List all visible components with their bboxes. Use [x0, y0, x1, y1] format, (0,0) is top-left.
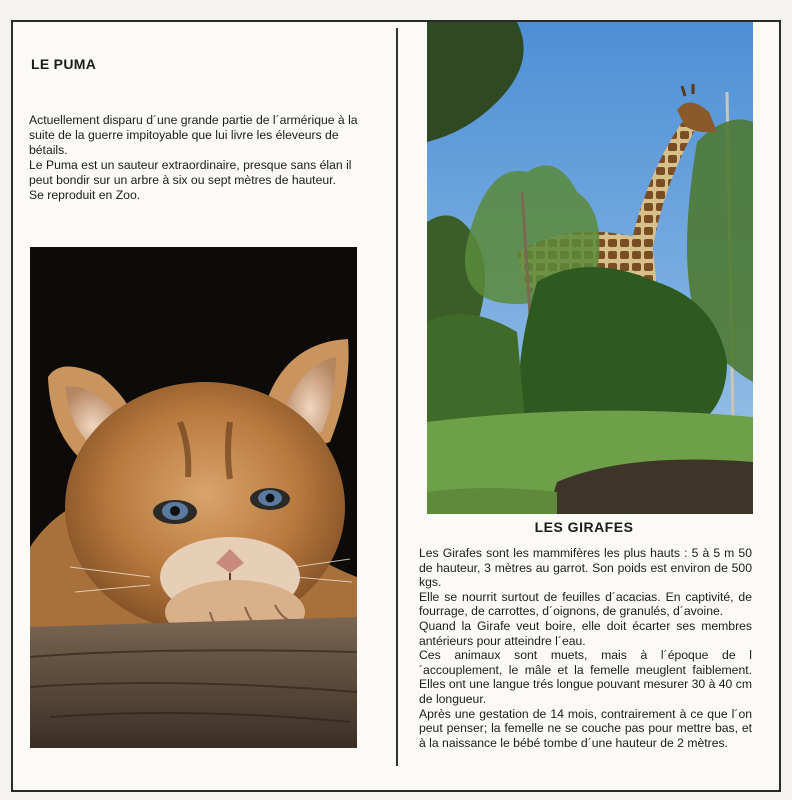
girafes-paragraph: Après une gestation de 14 mois, contrairement à ce que l´on peut penser; la femelle ne se couche pas pour mettre bas, et à la naissance le bébé tombe d´une hauteur de 2 mètres. [419, 706, 752, 750]
puma-paragraph: Le Puma est un sauteur extraordinaire, presque sans élan il peut bondir sur un arbre à six ou sept mètres de hauteur. [29, 158, 352, 187]
puma-title: LE PUMA [31, 56, 97, 72]
girafes-paragraph: Elle se nourrit surtout de feuilles d´acacias. En captivité, de fourrage, de carrottes, d´oignons, de granulés, d´avoine. [419, 589, 752, 619]
girafes-paragraph: Ces animaux sont muets, mais à l´époque de l´accouplement, le mâle et la femelle meuglent faiblement. Elles ont une langue trés longue pouvant mesurer 30 à 40 cm de longueur. [419, 648, 752, 706]
girafes-description [419, 546, 752, 750]
puma-description [29, 113, 367, 203]
column-divider [396, 28, 398, 766]
puma-paragraph: Actuellement disparu d´une grande partie de l´armérique à la suite de la guerre impitoyable que lui livre les éleveurs de bétails. [29, 113, 358, 157]
puma-cub-photo [30, 247, 357, 748]
giraffe-illustration [427, 22, 753, 514]
girafes-paragraph: Quand la Girafe veut boire, elle doit écarter ses membres antérieurs pour atteindre l´eau. [419, 618, 752, 648]
puma-cub-illustration [30, 247, 357, 748]
giraffe-photo [427, 22, 753, 514]
puma-paragraph: Se reproduit en Zoo. [29, 188, 141, 202]
girafes-title: LES GIRAFES [534, 519, 634, 535]
girafes-paragraph: Les Girafes sont les mammifères les plus hauts : 5 à 5 m 50 de hauteur, 3 mètres au garrot. Son poids est environ de 500 kgs. [419, 546, 752, 590]
